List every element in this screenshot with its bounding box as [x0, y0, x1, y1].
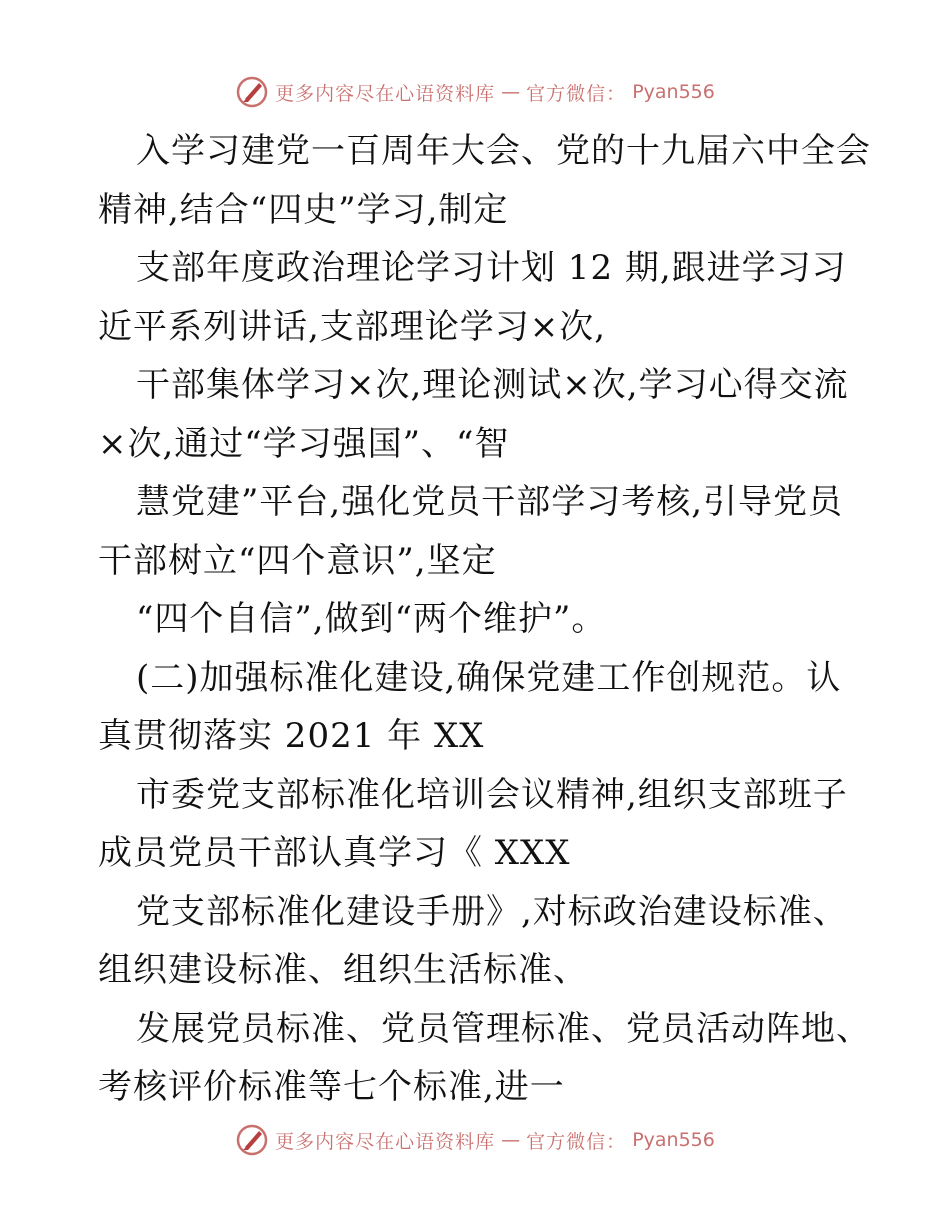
body-text-line: 市委党支部标准化培训会议精神,组织支部班子	[136, 774, 848, 815]
body-text-line: 真贯彻落实 2021 年 XX	[98, 716, 485, 756]
watermark-site-text: 更多内容尽在心语资料库	[275, 1130, 496, 1153]
quill-logo-icon	[235, 75, 269, 109]
body-text-line: 组织建设标准、组织生活标准、	[98, 950, 588, 990]
body-text-line: 干部集体学习×次,理论测试×次,学习心得交流	[136, 365, 849, 405]
document-body	[98, 122, 871, 1117]
body-text-line: 党支部标准化建设手册》,对标政治建设标准、	[136, 891, 848, 932]
watermark-wechat-id: Pyan556	[632, 81, 715, 103]
body-text-line: 成员党员干部认真学习《 XXX	[98, 833, 571, 873]
body-text-line: 干部树立“四个意识”,坚定	[98, 540, 497, 581]
watermark-site-text: 更多内容尽在心语资料库	[275, 82, 496, 105]
header-watermark	[0, 72, 950, 112]
watermark-wechat-id: Pyan556	[632, 1129, 715, 1151]
watermark-official-label: 官方微信：	[526, 82, 627, 105]
body-text-line: ×次,通过“学习强国”、“智	[98, 423, 510, 464]
footer-watermark	[0, 1120, 950, 1160]
body-text-line: 考核评价标准等七个标准,进一	[98, 1067, 565, 1107]
body-text-line: 发展党员标准、党员管理标准、党员活动阵地、	[136, 1008, 871, 1049]
body-text-line: 支部年度政治理论学习计划 12 期,跟进学习习	[136, 248, 847, 288]
body-text-line: 入学习建党一百周年大会、党的十九届六中全会	[136, 131, 871, 171]
body-text-line: (二)加强标准化建设,确保党建工作创规范。认	[136, 657, 842, 698]
quill-logo-icon	[235, 1123, 269, 1157]
watermark-official-label: 官方微信：	[526, 1130, 627, 1153]
body-text-line: 慧党建”平台,强化党员干部学习考核,引导党员	[136, 482, 843, 522]
watermark-separator: —	[501, 1129, 521, 1151]
watermark-separator: —	[501, 81, 521, 103]
body-text-line: 近平系列讲话,支部理论学习×次,	[98, 306, 607, 347]
body-text-line: “四个自信”,做到“两个维护”。	[136, 599, 607, 639]
body-text-line: 精神,结合“四史”学习,制定	[98, 189, 509, 230]
